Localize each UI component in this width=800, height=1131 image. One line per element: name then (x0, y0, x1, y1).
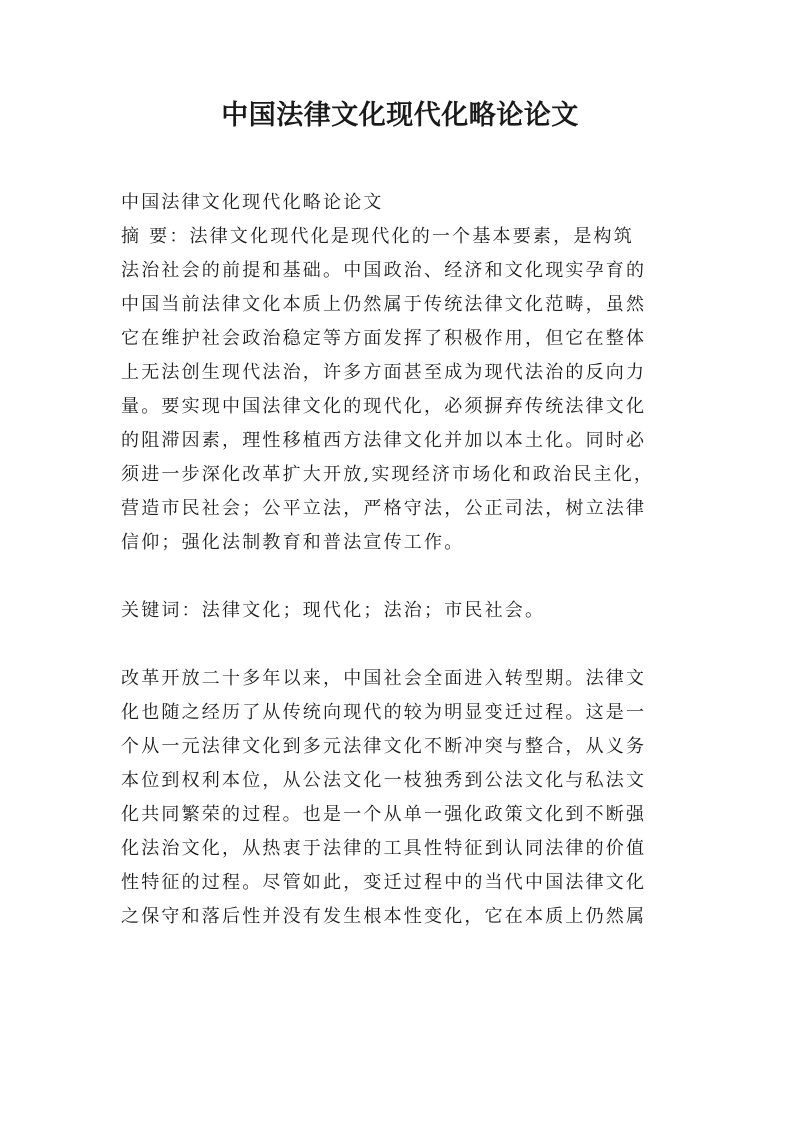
abstract-line: 中国当前法律文化本质上仍然属于传统法律文化范畴，虽然 (121, 294, 647, 315)
paragraph-gap (121, 560, 681, 594)
body-line: 个从一元法律文化到多元法律文化不断冲突与整合，从义务 (121, 736, 647, 757)
document-title: 中国法律文化现代化略论论文 (221, 100, 579, 131)
abstract-line: 它在维护社会政治稳定等方面发挥了积极作用，但它在整体 (121, 328, 647, 349)
abstract-line: 的阻滞因素，理性移植西方法律文化并加以本土化。同时必 (121, 430, 647, 451)
body-line: 化也随之经历了从传统向现代的较为明显变迁过程。这是一 (121, 702, 647, 723)
body-line: 化法治文化，从热衷于法律的工具性特征到认同法律的价值 (121, 838, 647, 859)
abstract-line: 营造市民社会；公平立法，严格守法，公正司法，树立法律 (121, 498, 647, 519)
body-line: 之保守和落后性并没有发生根本性变化，它在本质上仍然属 (121, 906, 647, 927)
body-line: 性特征的过程。尽管如此，变迁过程中的当代中国法律文化 (121, 872, 647, 893)
body-line: 改革开放二十多年以来，中国社会全面进入转型期。法律文 (121, 668, 647, 689)
body-paragraph (121, 662, 681, 934)
document-subtitle: 中国法律文化现代化略论论文 (121, 192, 384, 213)
abstract-line: 须进一步深化改革扩大开放,实现经济市场化和政治民主化， (121, 464, 655, 485)
paragraph-gap (121, 628, 681, 662)
keywords-line: 关键词：法律文化；现代化；法治；市民社会。 (121, 600, 546, 621)
body-line: 本位到权利本位，从公法文化一枝独秀到公法文化与私法文 (121, 770, 647, 791)
abstract-line: 摘 要：法律文化现代化是现代化的一个基本要素，是构筑 (121, 226, 634, 247)
abstract-line: 信仰；强化法制教育和普法宣传工作。 (121, 532, 465, 553)
abstract-line: 上无法创生现代法治，许多方面甚至成为现代法治的反向力 (121, 362, 647, 383)
body-line: 化共同繁荣的过程。也是一个从单一强化政策文化到不断强 (121, 804, 647, 825)
abstract-line: 法治社会的前提和基础。中国政治、经济和文化现实孕育的 (121, 260, 647, 281)
abstract-line: 量。要实现中国法律文化的现代化，必须摒弃传统法律文化 (121, 396, 647, 417)
document-body (121, 186, 681, 934)
abstract-paragraph (121, 220, 681, 560)
